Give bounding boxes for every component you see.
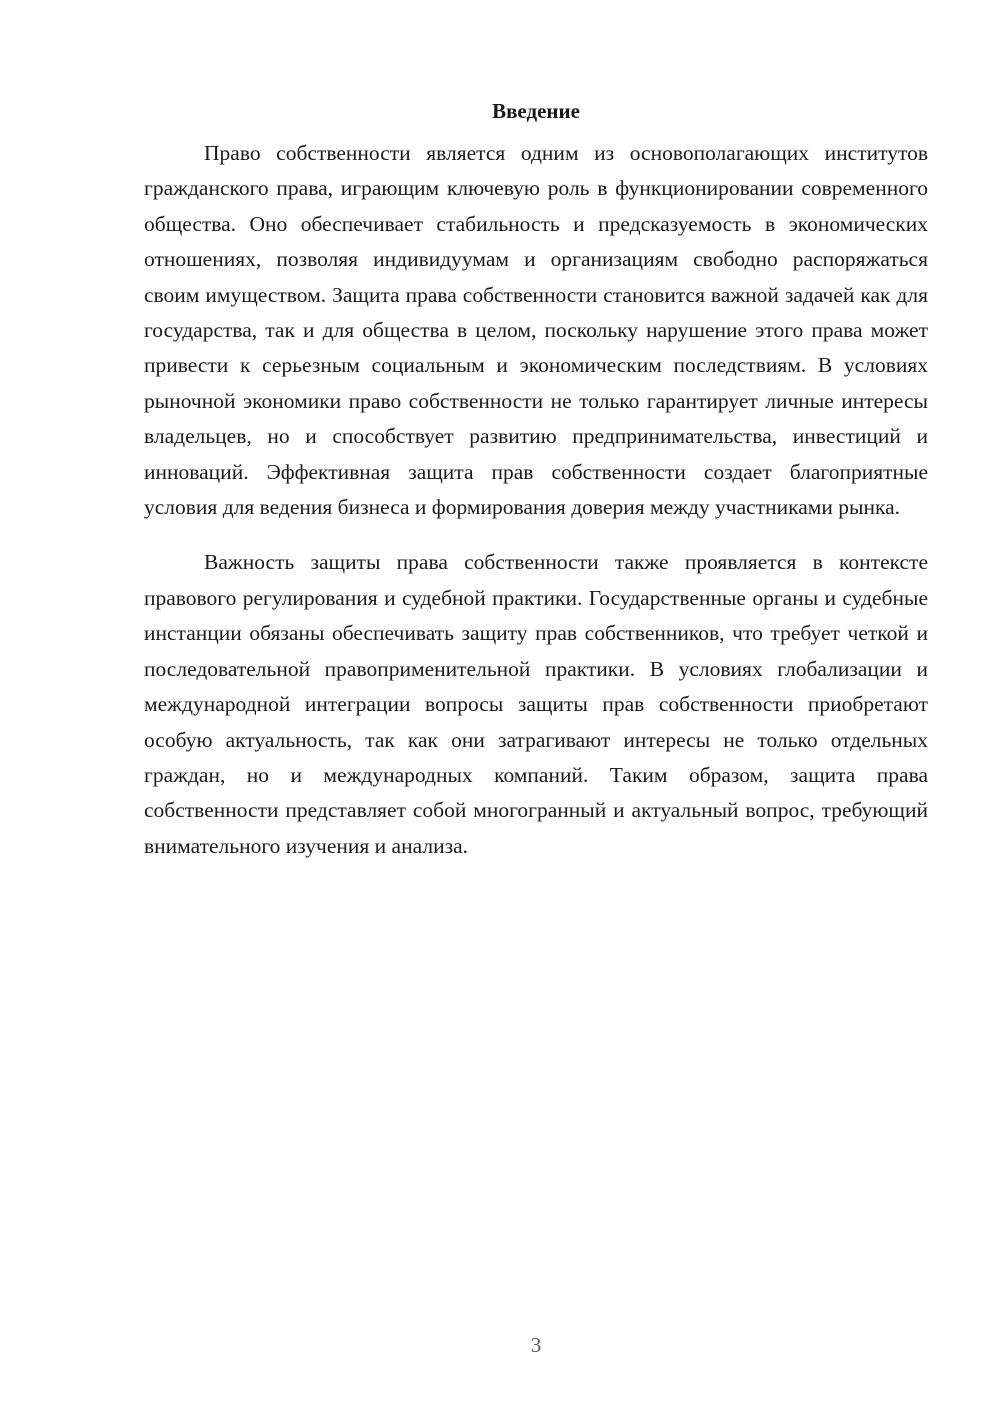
paragraph-2: Важность защиты права собственности также проявляется в контексте правового регулирования и судебной практики. Государственные органы и судебные инстанции обязаны обеспечивать защиту прав собственников, что требует четкой и последовательной правоприменительной практики. В условиях глобализации и международной интеграции вопросы защиты прав собственности приобретают особую актуальность, так как они затрагивают интересы не только отдельных граждан, но и международных компаний. Таким образом, защита права собственности представляет собой многогранный и актуальный вопрос, требующий внимательного изучения и анализа. — [144, 550, 928, 858]
page-number: 3 — [530, 1333, 542, 1357]
section-title: Введение — [492, 99, 580, 123]
page-content — [144, 96, 928, 864]
paragraph-1: Право собственности является одним из основополагающих институтов гражданского права, играющим ключевую роль в функционировании современного общества. Оно обеспечивает стабильность и предсказуемость в экономических отношениях, позволяя индивидуумам и организациям свободно распоряжаться своим имуществом. Защита права собственности становится важной задачей как для государства, так и для общества в целом, поскольку нарушение этого права может привести к серьезным социальным и экономическим последствиям. В условиях рыночной экономики право собственности не только гарантирует личные интересы владельцев, но и способствует развитию предпринимательства, инвестиций и инноваций. Эффективная защита прав собственности создает благоприятные условия для ведения бизнеса и формирования доверия между участниками рынка. — [144, 141, 928, 520]
